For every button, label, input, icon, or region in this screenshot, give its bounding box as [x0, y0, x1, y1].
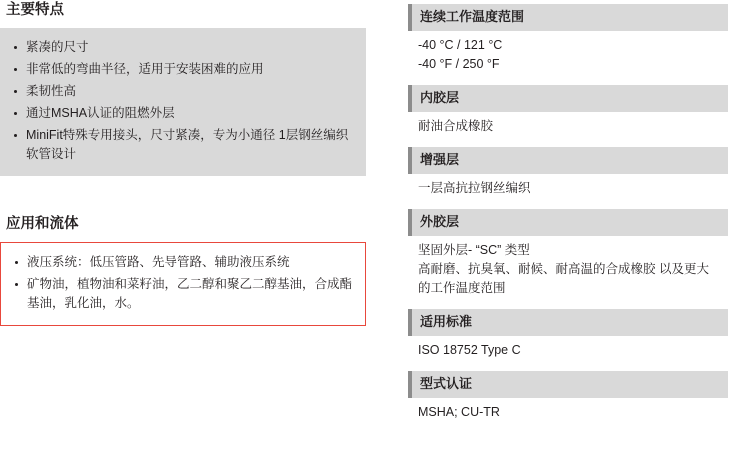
spacer: [0, 176, 366, 214]
spec-line: MSHA; CU-TR: [418, 405, 500, 419]
list-item: 液压系统：低压管路、先导管路、辅助液压系统: [13, 253, 353, 272]
spec-body: [408, 112, 728, 138]
list-item: MiniFit特殊专用接头，尺寸紧凑，专为小通径 1层钢丝编织软管设计: [12, 126, 354, 164]
spec-line: 耐油合成橡胶: [418, 119, 494, 133]
features-panel: [0, 28, 366, 176]
applications-title: 应用和流体: [6, 216, 79, 232]
spec-heading: 增强层: [408, 147, 728, 174]
spec-body: [408, 31, 728, 76]
spec-line: 坚固外层- “SC” 类型: [418, 243, 530, 257]
spec-line: 高耐磨、抗臭氧、耐候、耐高温的合成橡胶 以及更大的工作温度范围: [418, 262, 709, 295]
list-item: 矿物油，植物油和菜籽油，乙二醇和聚乙二醇基油，合成酯基油，乳化油，水。: [13, 275, 353, 313]
spec-body: [408, 236, 728, 300]
spec-heading: 连续工作温度范围: [408, 4, 728, 31]
spec-body: [408, 336, 728, 362]
features-title: 主要特点: [6, 2, 64, 18]
spec-body: [408, 398, 728, 424]
left-column: [0, 0, 366, 326]
spec-line: 一层高抗拉钢丝编织: [418, 181, 531, 195]
list-item: 非常低的弯曲半径，适用于安装困难的应用: [12, 60, 354, 79]
applications-list: [13, 253, 353, 313]
features-list: [12, 38, 354, 164]
applications-panel: [0, 242, 366, 326]
list-item: 通过MSHA认证的阻燃外层: [12, 104, 354, 123]
spec-block-cover: [408, 209, 728, 300]
spec-heading: 内胶层: [408, 85, 728, 112]
specifications-column: [408, 4, 728, 433]
spec-heading: 适用标准: [408, 309, 728, 336]
spec-block-inner-tube: [408, 85, 728, 138]
spec-line: -40 °F / 250 °F: [418, 57, 500, 71]
spec-block-reinforcement: [408, 147, 728, 200]
spec-block-approvals: [408, 371, 728, 424]
list-item: 紧凑的尺寸: [12, 38, 354, 57]
spec-heading: 外胶层: [408, 209, 728, 236]
spec-block-standards: [408, 309, 728, 362]
spec-line: ISO 18752 Type C: [418, 343, 521, 357]
spec-line: -40 °C / 121 °C: [418, 38, 503, 52]
list-item: 柔韧性高: [12, 82, 354, 101]
spec-heading: 型式认证: [408, 371, 728, 398]
spec-block-temperature-range: [408, 4, 728, 76]
spec-body: [408, 174, 728, 200]
